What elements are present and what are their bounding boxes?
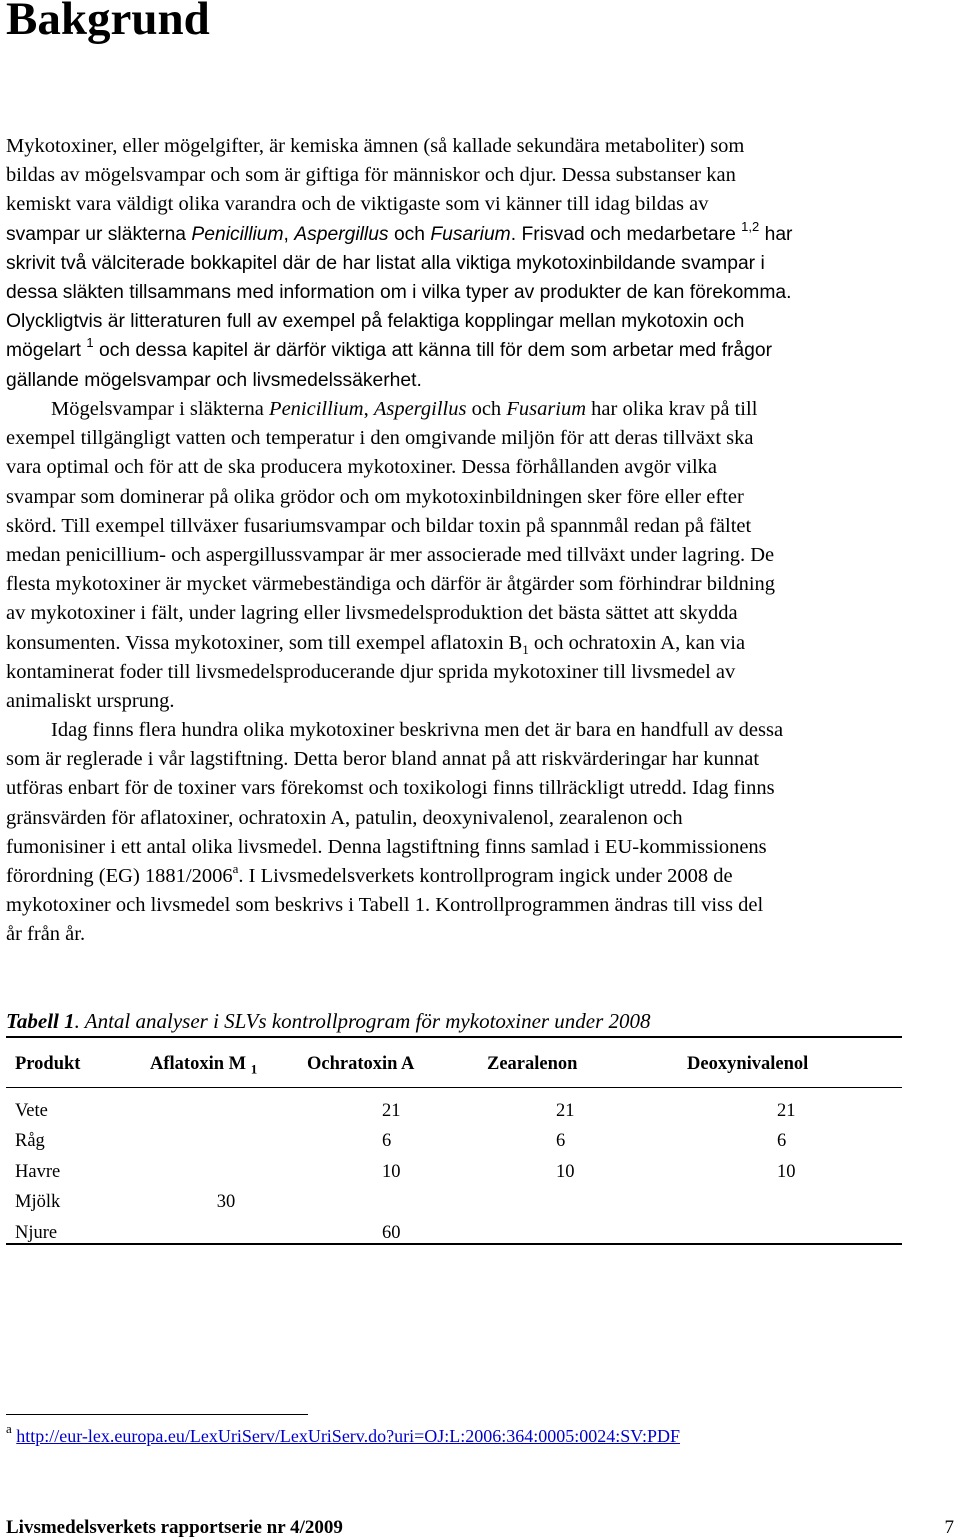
text-line: svampar ur släkterna Penicillium, Aspergillus och Fusarium. Frisvad och medarbetare $^{1,2}$ har [6, 218, 793, 245]
text-fragment: och dessa kapitel är därför viktiga att känna till för dem som arbetar med frågor [98, 340, 773, 362]
text-line: bildas av mögelsvampar och som är giftiga för människor och djur. Dessa substanser kan [6, 164, 736, 187]
table-cell: 21 [382, 1100, 401, 1121]
text-fragment: förordning (EG) 1881/2006 [6, 864, 233, 887]
text-line [6, 862, 946, 891]
text-line: gällande mögelsvampar och livsmedelssäkerhet. [6, 369, 422, 391]
footnote [6, 1421, 680, 1447]
genus-name: Penicillium [191, 223, 284, 245]
table-row [6, 1157, 902, 1188]
text-line: mykotoxiner och livsmedel som beskrivs i Tabell 1. Kontrollprogrammen ändras till viss del [6, 894, 764, 917]
text-line [6, 336, 946, 365]
text-line: Olyckligtvis är litteraturen full av exempel på felaktiga kopplingar mellan mykotoxin och [6, 311, 745, 333]
paragraph-1 [6, 132, 946, 395]
page-number: 7 [944, 1517, 954, 1538]
text-line: dessa släkten tillsammans med information om i vilka typer av produkter de kan förekomma. [6, 281, 792, 303]
table-cell: 21 [777, 1100, 796, 1121]
page-footer [6, 1516, 960, 1540]
table-cell: 21 [556, 1100, 575, 1121]
text-fragment: har olika krav på till [591, 398, 758, 420]
table-cell: Råg [15, 1131, 45, 1152]
table-bottom-rule [6, 1243, 902, 1245]
text-line [6, 629, 946, 658]
text-fragment: och [471, 398, 502, 420]
table-cell: Njure [15, 1222, 58, 1243]
table-cell [150, 1157, 307, 1188]
text-line: animaliskt ursprung. [6, 689, 175, 712]
table-cell: Mjölk [15, 1192, 61, 1213]
table-cell [687, 1188, 902, 1219]
report-series: Livsmedelsverkets rapportserie nr 4/2009 [6, 1517, 343, 1538]
table-caption-text: . Antal analyser i SLVs kontrollprogram för mykotoxiner under 2008 [74, 1009, 651, 1033]
table-cell: 6 [777, 1131, 787, 1152]
table-cell [307, 1188, 487, 1219]
text-line: skörd. Till exempel tillväxer fusariumsvampar och bildar toxin på spannmål redan på fältet [6, 514, 752, 537]
table-row [6, 1127, 902, 1158]
genus-name: Aspergillus [373, 398, 467, 420]
text-fragment: svampar ur släkterna [6, 223, 187, 245]
table-cell [487, 1188, 687, 1219]
text-fragment: och ochratoxin A, kan via [528, 631, 746, 654]
footnote-marker: a [6, 1421, 12, 1436]
table-cell: 6 [382, 1131, 392, 1152]
text-line: exempel tillgängligt vatten och temperatur i den omgivande miljön för att deras tillväxt ska [6, 427, 754, 450]
table-caption-label: Tabell 1 [6, 1009, 75, 1033]
column-header: Zearalenon [487, 1053, 578, 1074]
text-fragment: och [393, 223, 426, 245]
text-fragment: . I Livsmedelsverkets kontrollprogram ingick under 2008 de [238, 864, 733, 887]
text-line: skrivit två välciterade bokkapitel där de har listat alla viktiga mykotoxinbildande svampar i [6, 252, 765, 274]
table-cell [150, 1127, 307, 1158]
text-fragment: . Frisvad och medarbetare [510, 223, 736, 245]
table-caption [6, 1008, 902, 1038]
text-fragment: mögelart [6, 340, 82, 362]
page-heading: Bakgrund [6, 0, 210, 45]
text-line: kemiskt vara väldigt olika varandra och de viktigaste som vi känner till idag bildas av [6, 193, 709, 216]
table-cell: 10 [556, 1161, 575, 1182]
text-line: av mykotoxiner i fält, under lagring eller livsmedelsproduktion det bästa sättet att skydda [6, 602, 738, 625]
text-line: gränsvärden för aflatoxiner, ochratoxin A, patulin, deoxynivalenol, zearalenon och [6, 806, 683, 829]
column-header: Deoxynivalenol [687, 1053, 809, 1074]
text-line: år från år. [6, 923, 86, 946]
text-fragment: har [764, 223, 793, 245]
text-line: medan penicillium- och aspergillussvampar är mer associerade med tillväxt under lagring. De [6, 543, 775, 566]
column-header [150, 1046, 307, 1082]
table-header-row [6, 1046, 902, 1082]
genus-name: Fusarium [430, 223, 511, 245]
text-line: kontaminerat foder till livsmedelsproducerande djur sprida mykotoxiner till livsmedel av [6, 660, 736, 683]
table-cell: Havre [15, 1161, 61, 1182]
genus-name: Fusarium [506, 398, 587, 420]
subscript: 1 [250, 1061, 258, 1077]
table-cell: 10 [777, 1161, 796, 1182]
text-line: vara optimal och för att de ska producera mykotoxiner. Dessa förhållanden avgör vilka [6, 456, 717, 479]
text-line: fumonisiner i ett antal olika livsmedel. Denna lagstiftning finns samlad i EU-kommissionens [6, 835, 767, 858]
text-line: utföras enbart för de toxiner vars förekomst och toxikologi finns tillräckligt utredd. Idag finns [6, 777, 775, 800]
text-line: som är reglerade i vår lagstiftning. Detta beror bland annat på att riskvärderingar har kunnat [6, 748, 760, 771]
text-fragment: Mögelsvampar i släkterna [51, 398, 264, 420]
table-cell: Vete [15, 1100, 48, 1121]
reference-marker: 1,2 [741, 218, 760, 234]
text-line: svampar som dominerar på olika grödor och om mykotoxinbildningen sker före eller efter [6, 485, 744, 508]
subscript: 1 [522, 641, 529, 657]
table-row [6, 1188, 902, 1219]
table-header-rule [6, 1087, 902, 1088]
table-cell: 6 [556, 1131, 566, 1152]
mycotoxin-table [6, 1046, 902, 1249]
text-line: Mögelsvampar i släkterna Penicillium, Aspergillus och Fusarium har olika krav på till [51, 398, 758, 420]
caption-underline [6, 1036, 902, 1038]
footnote-separator [6, 1414, 308, 1415]
table-cell: 30 [216, 1192, 236, 1213]
column-header: Produkt [15, 1053, 81, 1074]
text-line: Mykotoxiner, eller mögelgifter, är kemiska ämnen (så kallade sekundära metaboliter) som [6, 135, 745, 157]
table-cell: 60 [382, 1222, 401, 1243]
reference-marker: a [232, 860, 239, 876]
footnote-link[interactable]: http://eur-lex.europa.eu/LexUriServ/LexUriServ.do?uri=OJ:L:2006:364:0005:0024:SV:PDF [16, 1426, 680, 1446]
text-fragment: konsumenten. Vissa mykotoxiner, som till exempel aflatoxin B [6, 631, 523, 654]
genus-name: Aspergillus [294, 223, 389, 245]
paragraph-3 [6, 716, 946, 950]
column-header-text: Aflatoxin M [150, 1053, 247, 1074]
text-line: flesta mykotoxiner är mycket värmebeständiga och därför är åtgärder som förhindrar bildning [6, 573, 776, 596]
text-line: Idag finns flera hundra olika mykotoxiner beskrivna men det är bara en handfull av dessa [51, 719, 784, 741]
table-row [6, 1096, 902, 1127]
genus-name: Penicillium [269, 398, 364, 420]
reference-marker: 1 [86, 335, 94, 351]
paragraph-2 [6, 395, 946, 716]
table-cell: 10 [382, 1161, 401, 1182]
table-cell [150, 1096, 307, 1127]
column-header: Ochratoxin A [307, 1053, 415, 1074]
